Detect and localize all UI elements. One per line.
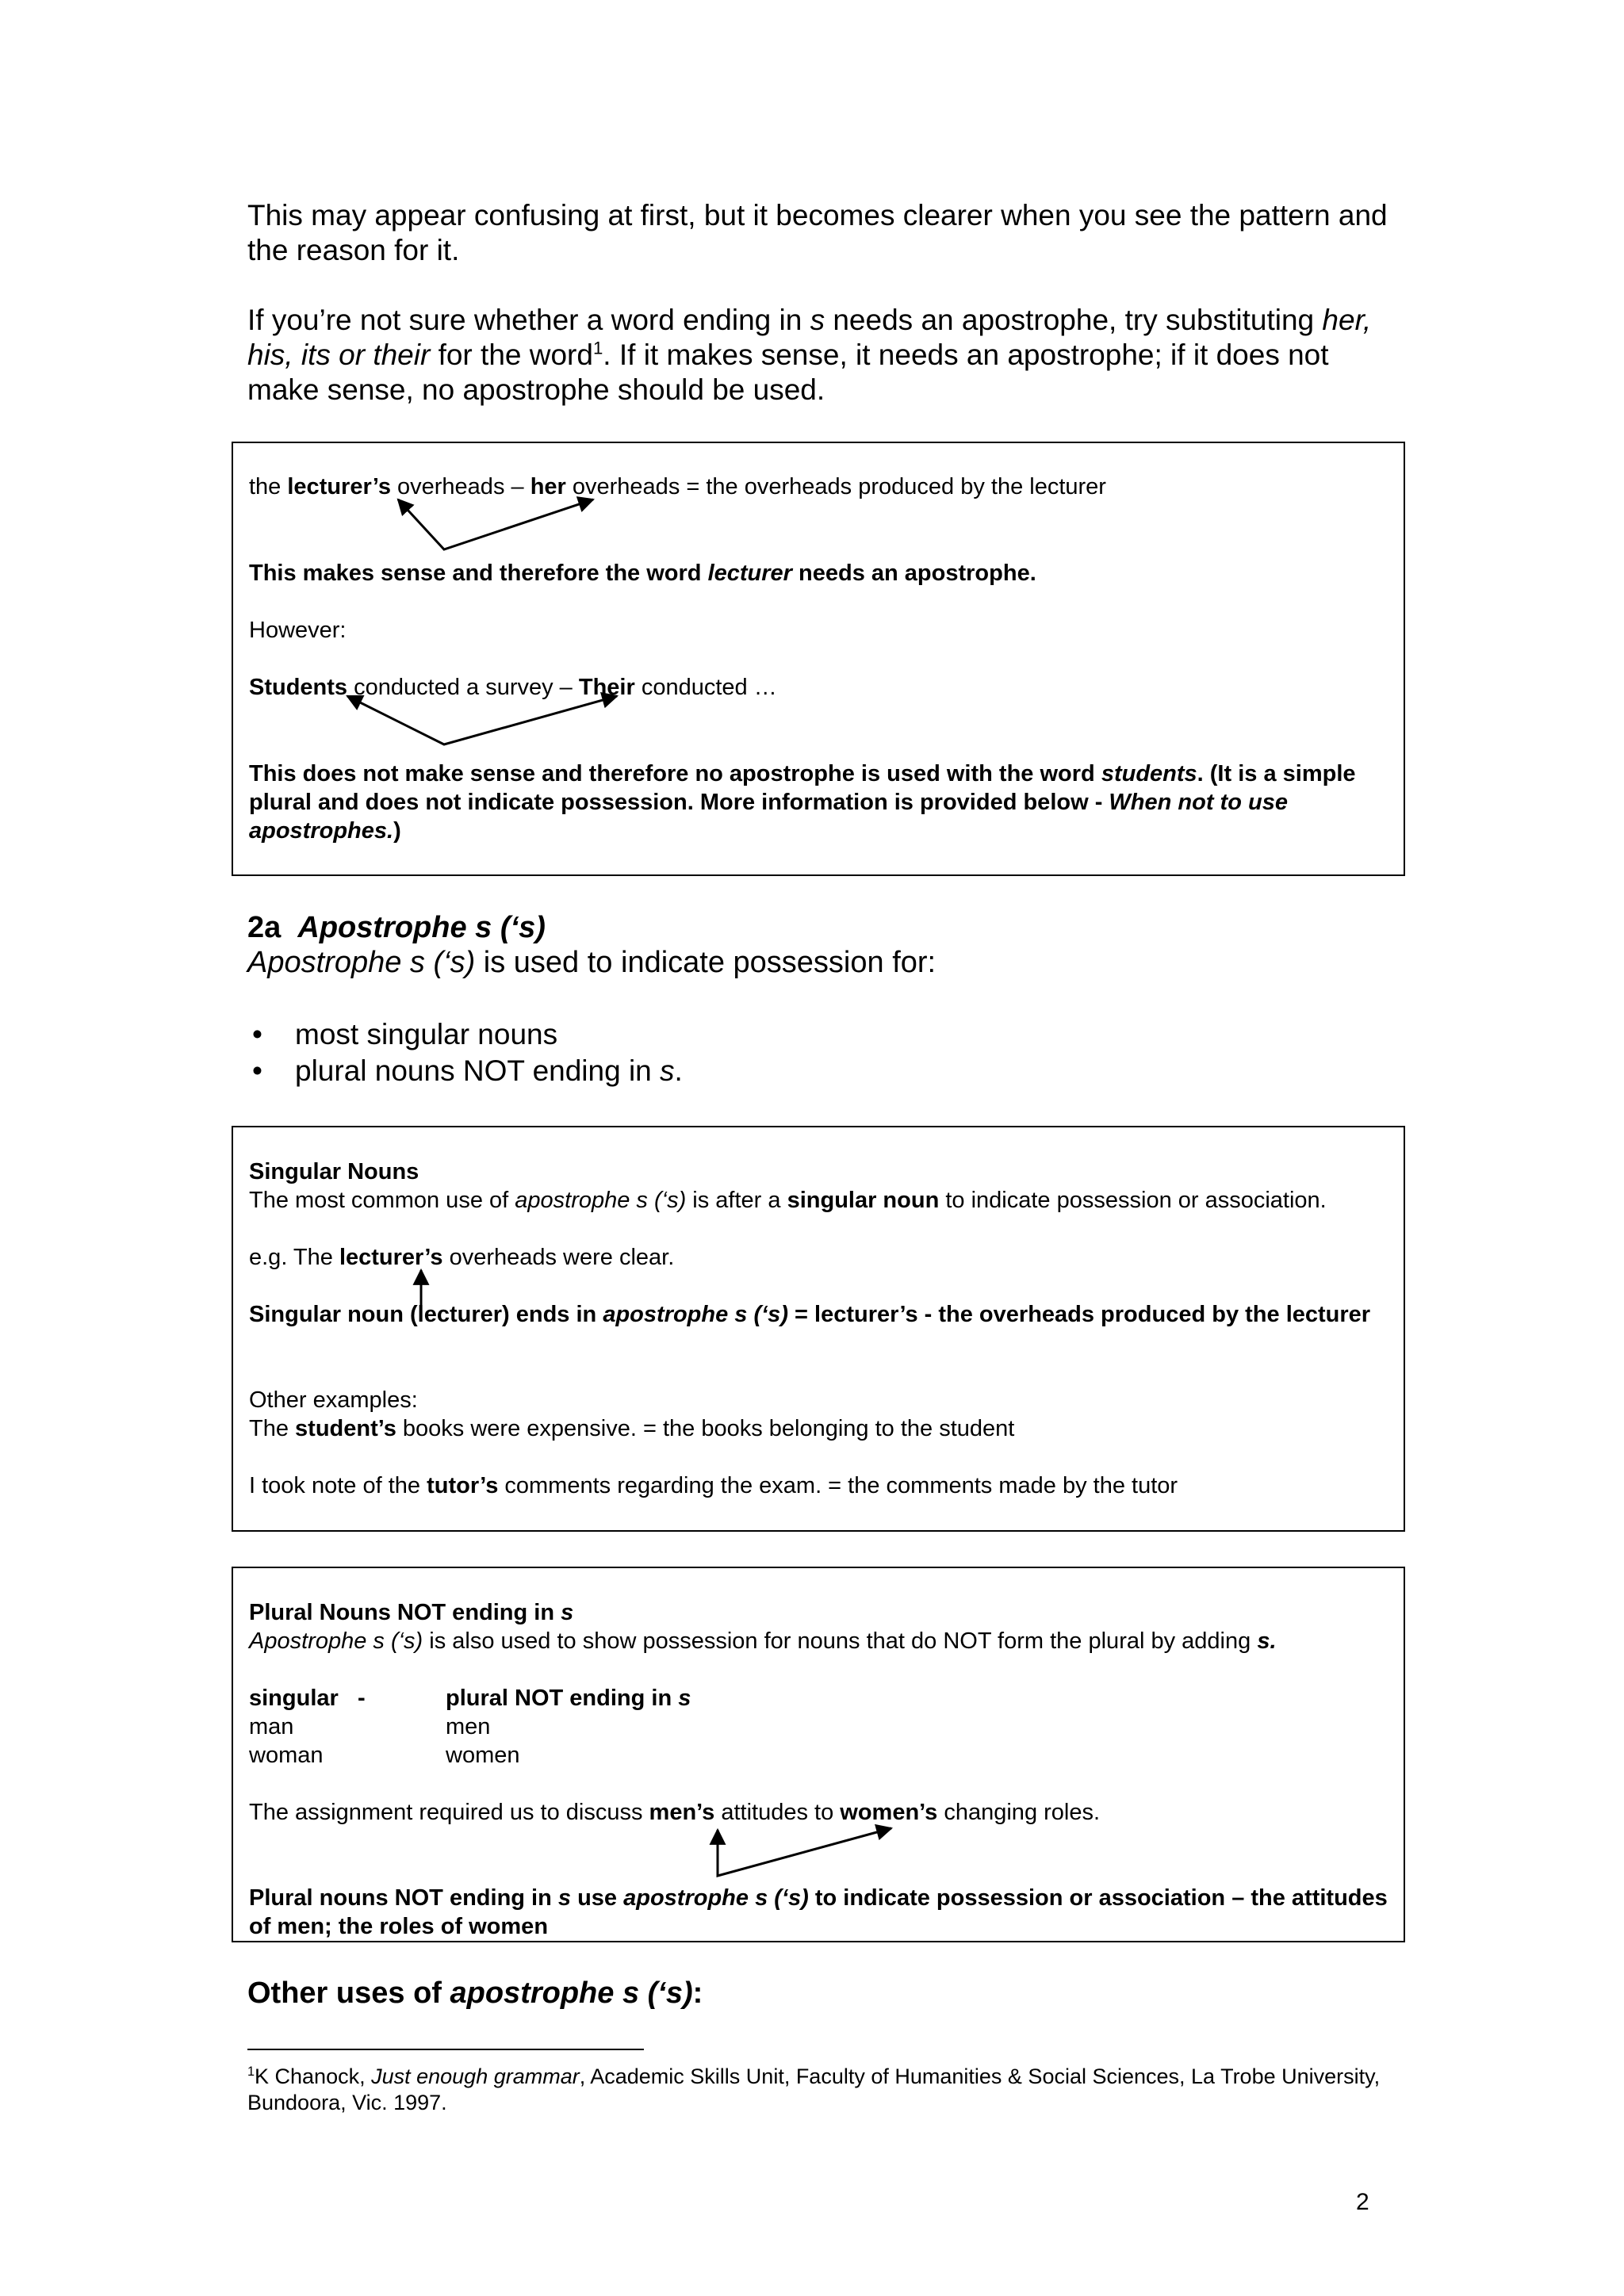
fn-a: K Chanock, [255,2064,372,2088]
intro-text-1: This may appear confusing at first, but it becomes clearer when you see the pattern and the reason for it. [247,199,1388,266]
box3-l3b: s [557,1885,572,1911]
box2-l3b: apostrophe s (‘s) [603,1302,788,1327]
box3-heading [249,1598,573,1627]
box1-l5e: ) [393,818,401,844]
box1-l4b: conducted a survey – [347,675,579,700]
box1-l4d: conducted … [634,675,777,700]
example-box-lecturer [232,442,1405,876]
box1-l5d: When not to use apostrophes. [249,790,1288,844]
box3-l2a: The assignment required us to discuss [249,1800,649,1825]
box3-c2hb: s [678,1686,691,1711]
box2-l6b: tutor’s [427,1473,499,1498]
box1-l1c: overheads – [390,474,530,499]
box3-line2 [249,1798,1100,1827]
other-uses-heading [247,1976,703,2011]
box1-line5 [249,760,1388,845]
box3-l1a: Apostrophe s (‘s) [249,1628,423,1654]
box3-col1-head [249,1684,366,1712]
box1-l4a: Students [249,675,348,700]
box2-l2b: lecturer’s [339,1245,443,1270]
box1-line1 [249,473,1106,501]
box3-r1c1: man [249,1714,294,1739]
box1-l5c: . (It is a simple plural and does not indicate possession. More information is provided below - [249,761,1356,815]
section-2a-heading [247,910,546,945]
box2-line1 [249,1186,1388,1215]
box2-line5 [249,1414,1014,1443]
box3-c1h: singular - [249,1686,366,1711]
intro-paragraph-2 [247,303,1389,408]
box2-other-examples: Other examples: [249,1387,418,1413]
page-number: 2 [1356,2189,1369,2215]
box2-l3a: Singular noun (lecturer) ends in [249,1302,603,1327]
box1-l1a: the [249,474,288,499]
box3-line3 [249,1884,1388,1941]
box2-l6a: I took note of the [249,1473,427,1498]
box1-l5a: This does not make sense and therefore no apostrophe is used with the word [249,761,1101,786]
box3-l3c: use [571,1885,624,1911]
footnote-sup: 1 [247,2064,255,2079]
box2-l5a: The [249,1416,296,1441]
bullet-list [247,1016,683,1089]
box3-l1b: is also used to show possession for nouns that do NOT form the plural by adding [423,1628,1258,1654]
fn-c: , Academic Skills Unit, Faculty of Humanities & Social Sciences, La Trobe University, Bundoora, Vic. 1997. [247,2064,1381,2114]
intro-text-2c: for the word [430,339,593,371]
box2-l1a: The most common use of [249,1188,515,1213]
intro-s: s [810,304,825,336]
ou-c: : [692,1976,703,2010]
box3-col2-head [446,1684,691,1712]
bullet-item-2 [247,1053,683,1089]
intro-text-2b: needs an apostrophe, try substituting [825,304,1323,336]
box2-line6 [249,1471,1178,1500]
section-2a-subtitle [247,945,936,980]
example-box-singular [232,1126,1405,1532]
box2-l5c: books were expensive. = the books belonging to the student [396,1416,1015,1441]
sub-a: Apostrophe s (‘s) [247,946,476,979]
intro-text-2d: . If it makes sense, it needs an apostrophe; if it does not make sense, no apostrophe should be used. [247,339,1329,406]
box2-l1c: is after a [686,1188,787,1213]
box2-line2 [249,1243,674,1272]
box2-l2c: overheads were clear. [442,1245,675,1270]
box3-r2c1: woman [249,1743,324,1768]
box2-head: Singular Nouns [249,1159,419,1184]
section-title: Apostrophe s (‘s) [297,911,546,944]
box3-l2e: changing roles. [937,1800,1101,1825]
box3-line1 [249,1627,1277,1655]
box3-l2d: women’s [840,1800,938,1825]
box2-l1b: apostrophe s (‘s) [515,1188,687,1213]
box3-l3d: apostrophe s (‘s) [623,1885,809,1911]
box3-ha: Plural Nouns NOT ending in [249,1600,561,1625]
box1-l2b: lecturer [707,561,792,586]
box2-line3 [249,1300,1388,1329]
box2-l1d: singular noun [787,1188,940,1213]
bullet-item-1: • most singular nouns [247,1016,683,1053]
b2b: s [660,1054,675,1087]
box2-l5b: student’s [295,1416,396,1441]
ou-a: Other uses of [247,1976,450,2010]
box1-l5b: students [1101,761,1197,786]
ou-b: apostrophe s (‘s) [450,1976,693,2010]
intro-text-2a: If you’re not sure whether a word ending in [247,304,810,336]
intro-her-his: her, his, its or their [247,304,1372,371]
box3-l3e: to indicate possession or association – the attitudes of men; the roles of women [249,1885,1388,1939]
box1-however: However: [249,618,347,643]
fn-b: Just enough grammar [371,2064,580,2088]
b2c: . [674,1054,683,1087]
box3-l1c: s. [1257,1628,1277,1654]
box1-l1e: overheads = the overheads produced by the lecturer [565,474,1106,499]
box1-l1d: her [530,474,566,499]
box3-r1c2: men [446,1714,491,1739]
section-number: 2a [247,911,282,944]
box1-l1b: lecturer’s [287,474,391,499]
box2-l2a: e.g. The [249,1245,339,1270]
box3-l3a: Plural nouns NOT ending in [249,1885,558,1911]
box3-c2ha: plural NOT ending in [446,1686,679,1711]
box2-l6c: comments regarding the exam. = the comments made by the tutor [498,1473,1178,1498]
sub-b: is used to indicate possession for: [475,946,936,979]
footnote-ref: 1 [592,338,603,358]
box2-heading [249,1158,419,1186]
b2a: plural nouns NOT ending in [295,1054,661,1087]
example-box-plural [232,1567,1405,1942]
box3-l2b: men’s [649,1800,715,1825]
box1-line4 [249,673,777,702]
box1-l4c: Their [578,675,635,700]
box3-hb: s [561,1600,574,1625]
box1-l2c: needs an apostrophe. [791,561,1036,586]
footnote-divider [247,2049,644,2050]
intro-paragraph-1 [247,198,1389,268]
box2-l3c: = lecturer’s - the overheads produced by the lecturer [787,1302,1371,1327]
box1-l2a: This makes sense and therefore the word [249,561,708,586]
box1-line2 [249,559,1036,587]
footnote [247,2064,1389,2116]
box3-r2c2: women [446,1743,520,1768]
box2-l1e: to indicate possession or association. [939,1188,1327,1213]
box3-l2c: attitudes to [714,1800,841,1825]
